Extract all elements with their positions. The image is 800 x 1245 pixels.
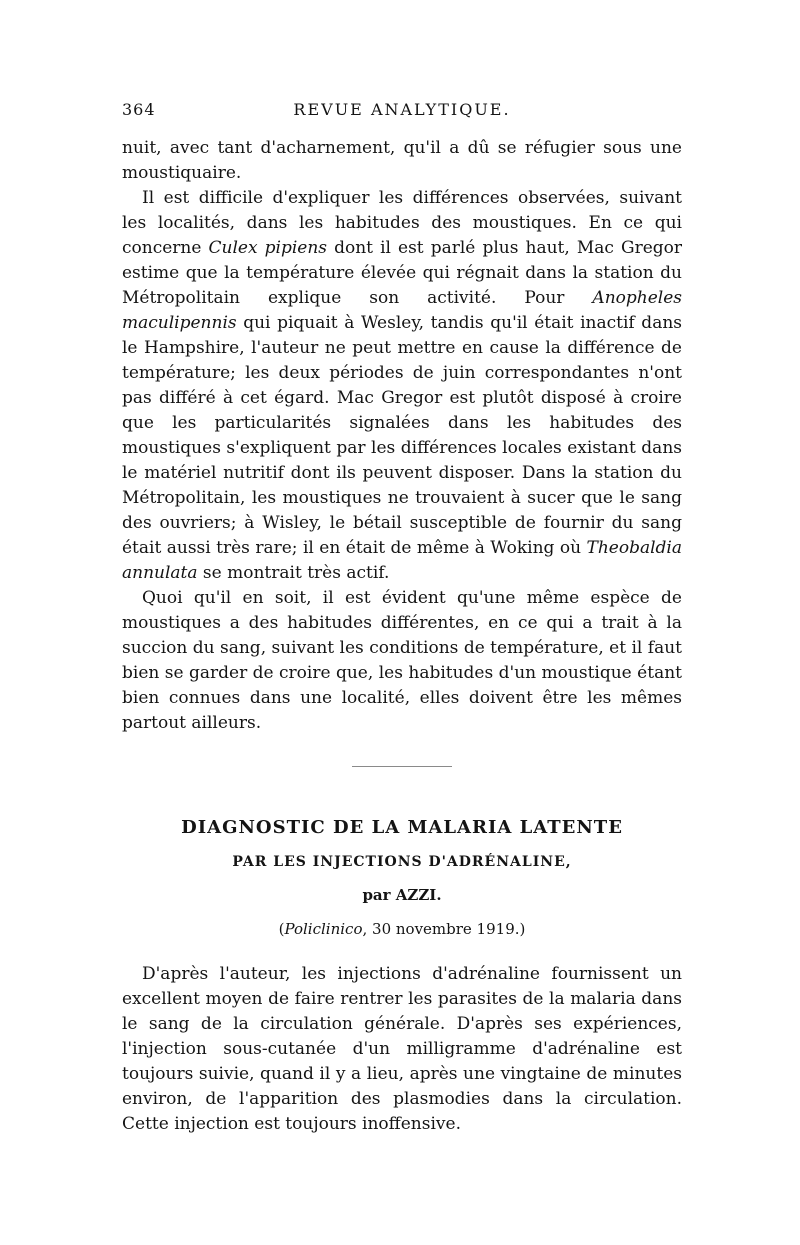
article-author: par AZZI.: [362, 886, 442, 904]
document-page: [122, 100, 682, 1137]
running-head: [122, 100, 682, 136]
article-malaria-body: [122, 962, 682, 1137]
article-citation: [122, 920, 682, 938]
article-malaria: [122, 817, 682, 1137]
paragraph-1: nuit, avec tant d'acharnement, qu'il a dû se réfugier sous une moustiquaire.: [122, 138, 682, 183]
section-divider: [352, 766, 452, 767]
citation-date: , 30 novembre 1919.): [362, 920, 526, 938]
paragraph-3: Quoi qu'il en soit, il est évident qu'une même espèce de moustiques a des habitudes différentes, en ce qui a trait à la succion du sang, suivant les conditions de température, et il faut bien se garder de croire que, les habitudes d'un moustique étant bien connues dans une localité, elles doivent être les mêmes partout ailleurs.: [122, 588, 682, 733]
article-mosquitoes-continued: [122, 136, 682, 736]
paragraph-2-text-2: dont il est parlé plus haut, Mac Gregor estime que la température élevée qui régnait dans la station du Métropolitain explique son activité. Pour: [122, 238, 683, 308]
paragraph-malaria-1: D'après l'auteur, les injections d'adrénaline fournissent un excellent moyen de faire rentrer les parasites de la malaria dans le sang de la circulation générale. D'après ses expériences, l'injection sous-cutanée d'un milligramme d'adrénaline est toujours suivie, quand il y a lieu, après une vingtaine de minutes environ, de l'apparition des plasmodies dans la circulation. Cette injection est toujours inoffensive.: [122, 964, 682, 1134]
species-theobaldia: Theobaldia annulata: [122, 538, 682, 583]
article-title: DIAGNOSTIC DE LA MALARIA LATENTE: [181, 817, 623, 838]
paragraph-2-text-3: qui piquait à Wesley, tandis qu'il était inactif dans le Hampshire, l'auteur ne peut mettre en cause la différence de température; les deux périodes de juin correspondantes n'ont pas différé à cet égard. Mac Gregor est plutôt disposé à croire que les particularités signalées dans les habitudes des moustiques s'expliquent par les différences locales existant dans le matériel nutritif dont ils peuvent disposer. Dans la station du Métropolitain, les moustiques ne trouvaient à sucer que le sang des ouvriers; à Wisley, le bétail susceptible de fournir du sang était aussi très rare; il en était de même à Woking où: [122, 313, 682, 558]
species-culex-pipiens: Culex pipiens: [208, 238, 328, 258]
paragraph-2: [122, 186, 682, 586]
running-title: REVUE ANALYTIQUE.: [293, 100, 511, 119]
paragraph-2-text-4: se montrait très actif.: [197, 563, 390, 583]
paragraph-2-text-1: Il est difficile d'expliquer les différences observées, suivant les localités, dans les habitudes des moustiques. En ce qui concerne: [122, 188, 682, 258]
article-subtitle: PAR LES INJECTIONS D'ADRÉNALINE,: [232, 854, 572, 870]
citation-open-paren: (: [278, 920, 285, 938]
species-anopheles: Anopheles maculipennis: [122, 288, 682, 333]
citation-journal: Policlinico: [284, 920, 363, 938]
page-number: 364: [122, 100, 156, 119]
